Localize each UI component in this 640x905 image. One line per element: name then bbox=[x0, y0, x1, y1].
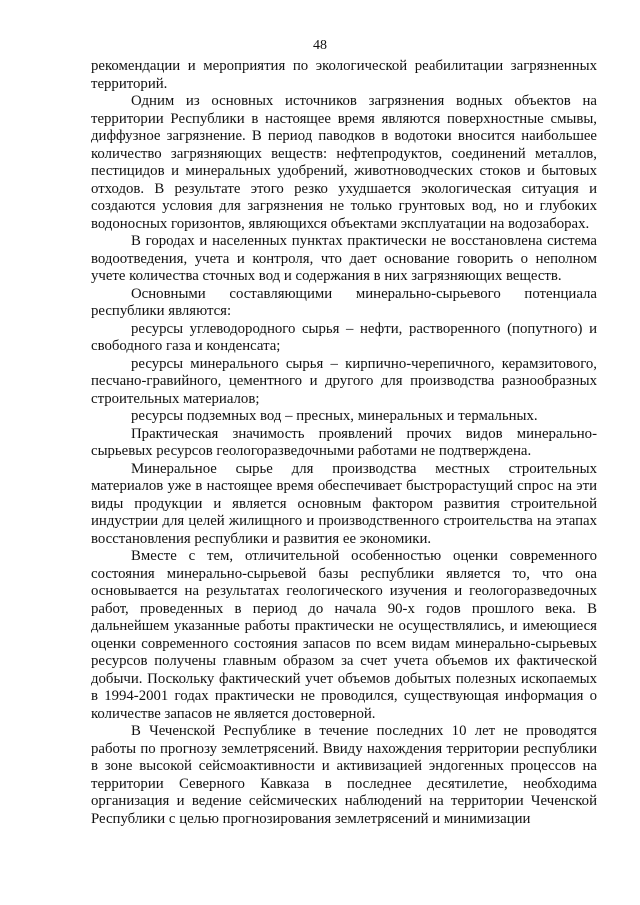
paragraph-water-pollution: Одним из основных источников загрязнения водных объектов на территории Республики в настоящее время являются поверхностные смывы, диффузное загрязнение. В период паводков в водотоки вносится наибольшее количество загрязняющих веществ: нефтепродуктов, соединений металлов, пестицидов и минеральных удобрений, животноводческих стоков и бытовых отходов. В результате этого резко ухудшается экологическая ситуация и создаются условия для загрязнения не только грунтовых вод, но и глубоких водоносных горизонтов, являющихся объектами эксплуатации на водозаборах. bbox=[91, 93, 597, 232]
list-item-groundwater: ресурсы подземных вод – пресных, минеральных и термальных. bbox=[131, 408, 538, 424]
paragraph-assessment: Вместе с тем, отличительной особенностью оценки современного состояния минерально-сырьевой базы республики является то, что она основывается на результатах геологического изучения и геологоразведочных работ, проведенных в период до начала 90-х годов прошлого века. В дальнейшем указанные работы практически не осуществлялись, и имеющиеся оценки современного состояния запасов по всем видам минерально-сырьевых ресурсов получены главным образом за счет учета объемов их фактической добычи. Поскольку фактический учет объемов добытых полезных ископаемых в 1994-2001 годах практически не проводился, существующая информация о количестве запасов не является достоверной. bbox=[91, 548, 597, 722]
paragraph-seismic: В Чеченской Республике в течение последних 10 лет не проводятся работы по прогнозу землетрясений. Ввиду нахождения территории республики в зоне высокой сейсмоактивности и активизацией эндогенных процессов на территории Северного Кавказа в последнее десятилетие, необходима организация и ведение сейсмических наблюдений на территории Чеченской Республики с целью прогнозирования землетрясений и минимизации bbox=[91, 723, 597, 827]
paragraph-building-materials: Минеральное сырье для производства местных строительных материалов уже в настоящее время обеспечивает быстрорастущий спрос на эти виды продукции и является основным фактором развития строительной индустрии для целей жилищного и производственного строительства на этапах восстановления республики и развития ее экономики. bbox=[91, 460, 597, 547]
paragraph-other-resources: Практическая значимость проявлений прочих видов минерально-сырьевых ресурсов геологоразведочными работами не подтверждена. bbox=[91, 425, 597, 459]
list-item-hydrocarbons: ресурсы углеводородного сырья – нефти, растворенного (попутного) и свободного газа и конденсата; bbox=[91, 320, 597, 354]
list-item-minerals: ресурсы минерального сырья – кирпично-черепичного, керамзитового, песчано-гравийного, цементного и другого для производства разнообразных строительных материалов; bbox=[91, 355, 597, 407]
paragraph-mineral-intro: Основными составляющими минерально-сырьевого потенциала республики являются: bbox=[91, 285, 597, 319]
document-body bbox=[91, 58, 597, 828]
page-number: 48 bbox=[313, 38, 327, 53]
paragraph-wastewater: В городах и населенных пунктах практически не восстановлена система водоотведения, учета и контроля, что дает основание говорить о неполном учете количества сточных вод и содержания в них загрязняющих веществ. bbox=[91, 233, 597, 284]
paragraph-continuation: рекомендации и мероприятия по экологической реабилитации загрязненных территорий. bbox=[91, 58, 597, 92]
